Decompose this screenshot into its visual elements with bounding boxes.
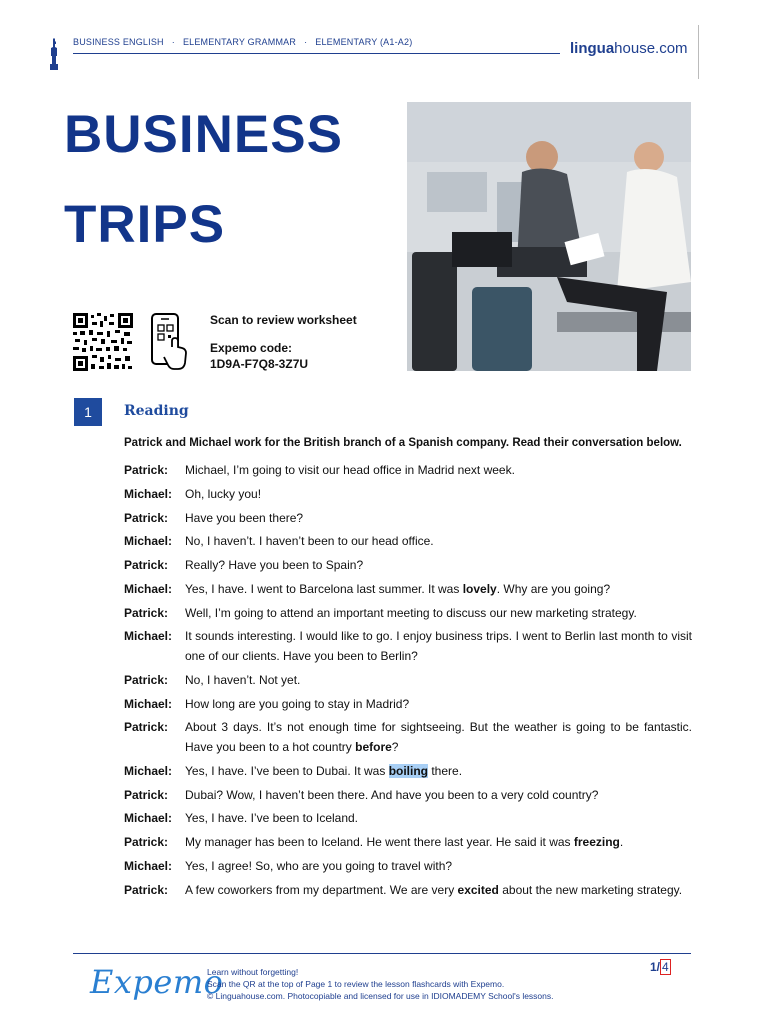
dialogue	[124, 461, 692, 904]
speaker-name: Patrick:	[124, 510, 169, 525]
speech-text	[185, 695, 692, 715]
breadcrumb-separator: ·	[171, 37, 175, 47]
speech-text	[185, 671, 692, 691]
footer-divider	[73, 953, 691, 954]
speech-text	[185, 485, 692, 505]
highlighted-word[interactable]: boiling	[388, 763, 429, 778]
speech-text	[185, 509, 692, 529]
speaker-name: Michael:	[124, 534, 173, 549]
speech-text	[185, 857, 692, 877]
text-run: there.	[428, 763, 463, 778]
text-run: Well, I’m going to attend an important meeting to discuss our new marketing strategy.	[185, 605, 637, 620]
page-title	[64, 90, 343, 270]
text-run: How long are you going to stay in Madrid?	[185, 696, 410, 711]
footer-copyright: © Linguahouse.com. Photocopiable and licensed for use in IDIOMADEMY School's lessons.	[207, 991, 554, 1001]
speaker-name: Michael:	[124, 581, 173, 596]
speaker-name: Patrick:	[124, 558, 169, 573]
text-run: about the new marketing strategy.	[498, 882, 683, 897]
dialogue-line	[124, 762, 692, 782]
speaker-name: Michael:	[124, 858, 173, 873]
page-number: 1/ 4	[650, 960, 669, 974]
dialogue-line	[124, 461, 692, 481]
speech-text	[185, 580, 692, 600]
speaker-name: Patrick:	[124, 463, 169, 477]
text-run: .	[619, 835, 624, 850]
speech-text	[185, 461, 692, 481]
dialogue-line	[124, 881, 692, 901]
speech-text	[185, 532, 692, 552]
text-run: Dubai? Wow, I haven’t been there. And have you been to a very cold country?	[185, 787, 599, 802]
speaker-name: Michael:	[124, 763, 173, 778]
dialogue-line	[124, 627, 692, 666]
title-line-1: BUSINESS	[64, 105, 343, 164]
page-total[interactable]: 4	[662, 960, 669, 974]
breadcrumb-item: ELEMENTARY GRAMMAR	[182, 37, 297, 47]
footer-text	[207, 966, 554, 1002]
expemo-code: 1D9A-F7Q8-3Z7U	[210, 357, 309, 371]
text-run: No, I haven’t. I haven’t been to our head office.	[185, 534, 434, 549]
dialogue-line	[124, 580, 692, 600]
linguahouse-logo[interactable]: linguahouse.com	[570, 40, 688, 57]
text-run: No, I haven’t. Not yet.	[185, 672, 301, 687]
speaker-name: Patrick:	[124, 720, 169, 735]
text-run: Yes, I have. I’ve been to Iceland.	[185, 811, 359, 826]
bold-word: excited	[457, 882, 499, 897]
dialogue-line	[124, 833, 692, 853]
speaker-name: Patrick:	[124, 672, 169, 687]
section-number: 1	[74, 398, 102, 426]
speech-text	[185, 718, 692, 757]
scan-info	[210, 312, 357, 372]
dialogue-line	[124, 556, 692, 576]
speech-text	[185, 762, 692, 782]
text-run: A few coworkers from my department. We are very	[185, 882, 458, 897]
expemo-code-label: Expemo code:	[210, 341, 293, 355]
speech-text	[185, 604, 692, 624]
speech-text	[185, 627, 692, 666]
statue-of-liberty-icon	[47, 38, 61, 70]
bold-word: before	[355, 740, 392, 754]
speaker-name: Patrick:	[124, 835, 169, 850]
speaker-name: Michael:	[124, 811, 173, 826]
speech-text	[185, 556, 692, 576]
footer-tagline: Learn without forgetting!	[207, 967, 299, 977]
dialogue-line	[124, 695, 692, 715]
breadcrumb	[73, 37, 412, 47]
dialogue-line	[124, 857, 692, 877]
dialogue-line	[124, 509, 692, 529]
text-run: Yes, I agree! So, who are you going to travel with?	[185, 858, 453, 873]
text-run: About 3 days. It’s not enough time for sightseeing. But the weather is going to be fantastic. Have you been to a hot country	[185, 720, 692, 754]
text-run: ?	[391, 740, 399, 754]
dialogue-line	[124, 604, 692, 624]
speaker-name: Patrick:	[124, 605, 169, 620]
business-travellers-photo	[407, 102, 691, 371]
header-divider	[73, 53, 560, 54]
dialogue-line	[124, 532, 692, 552]
scan-review-text: Scan to review worksheet	[210, 313, 357, 327]
text-run: . Why are you going?	[496, 581, 611, 596]
bold-word: lovely	[462, 581, 497, 596]
speech-text	[185, 881, 692, 901]
speaker-name: Michael:	[124, 696, 173, 711]
title-line-2: TRIPS	[64, 195, 226, 254]
qr-code-icon[interactable]	[73, 313, 133, 371]
section-title: Reading	[124, 403, 189, 419]
expemo-logo[interactable]: Expemo	[90, 963, 224, 1001]
phone-scan-icon	[150, 313, 192, 371]
speaker-name: Patrick:	[124, 787, 169, 802]
text-run: Michael, I’m going to visit our head office in Madrid next week.	[185, 463, 515, 477]
text-run: Yes, I have. I’ve been to Dubai. It was	[185, 763, 389, 778]
speaker-name: Michael:	[124, 486, 173, 501]
speech-text	[185, 786, 692, 806]
speaker-name: Patrick:	[124, 882, 169, 897]
speech-text	[185, 833, 692, 853]
breadcrumb-item: ELEMENTARY (A1-A2)	[315, 37, 413, 47]
text-run: It sounds interesting. I would like to go. I enjoy business trips. I went to Berlin last month to visit one of our clients. Have you been to Berlin?	[185, 629, 692, 664]
section-instructions: Patrick and Michael work for the British branch of a Spanish company. Read their conversation below.	[124, 437, 682, 449]
text-run: Have you been there?	[185, 510, 304, 525]
breadcrumb-separator: ·	[304, 37, 308, 47]
breadcrumb-item: BUSINESS ENGLISH	[73, 37, 164, 47]
text-run: Oh, lucky you!	[185, 486, 262, 501]
dialogue-line	[124, 718, 692, 757]
dialogue-line	[124, 671, 692, 691]
dialogue-line	[124, 809, 692, 829]
text-run: Really? Have you been to Spain?	[185, 558, 364, 573]
dialogue-line	[124, 485, 692, 505]
speech-text	[185, 809, 692, 829]
bold-word: freezing	[573, 835, 620, 850]
margin-bar	[698, 25, 699, 79]
speaker-name: Michael:	[124, 629, 173, 644]
text-run: My manager has been to Iceland. He went there last year. He said it was	[185, 835, 574, 850]
footer-instructions: Scan the QR at the top of Page 1 to review the lesson flashcards with Expemo.	[207, 979, 505, 989]
text-run: Yes, I have. I went to Barcelona last summer. It was	[185, 581, 463, 596]
dialogue-line	[124, 786, 692, 806]
